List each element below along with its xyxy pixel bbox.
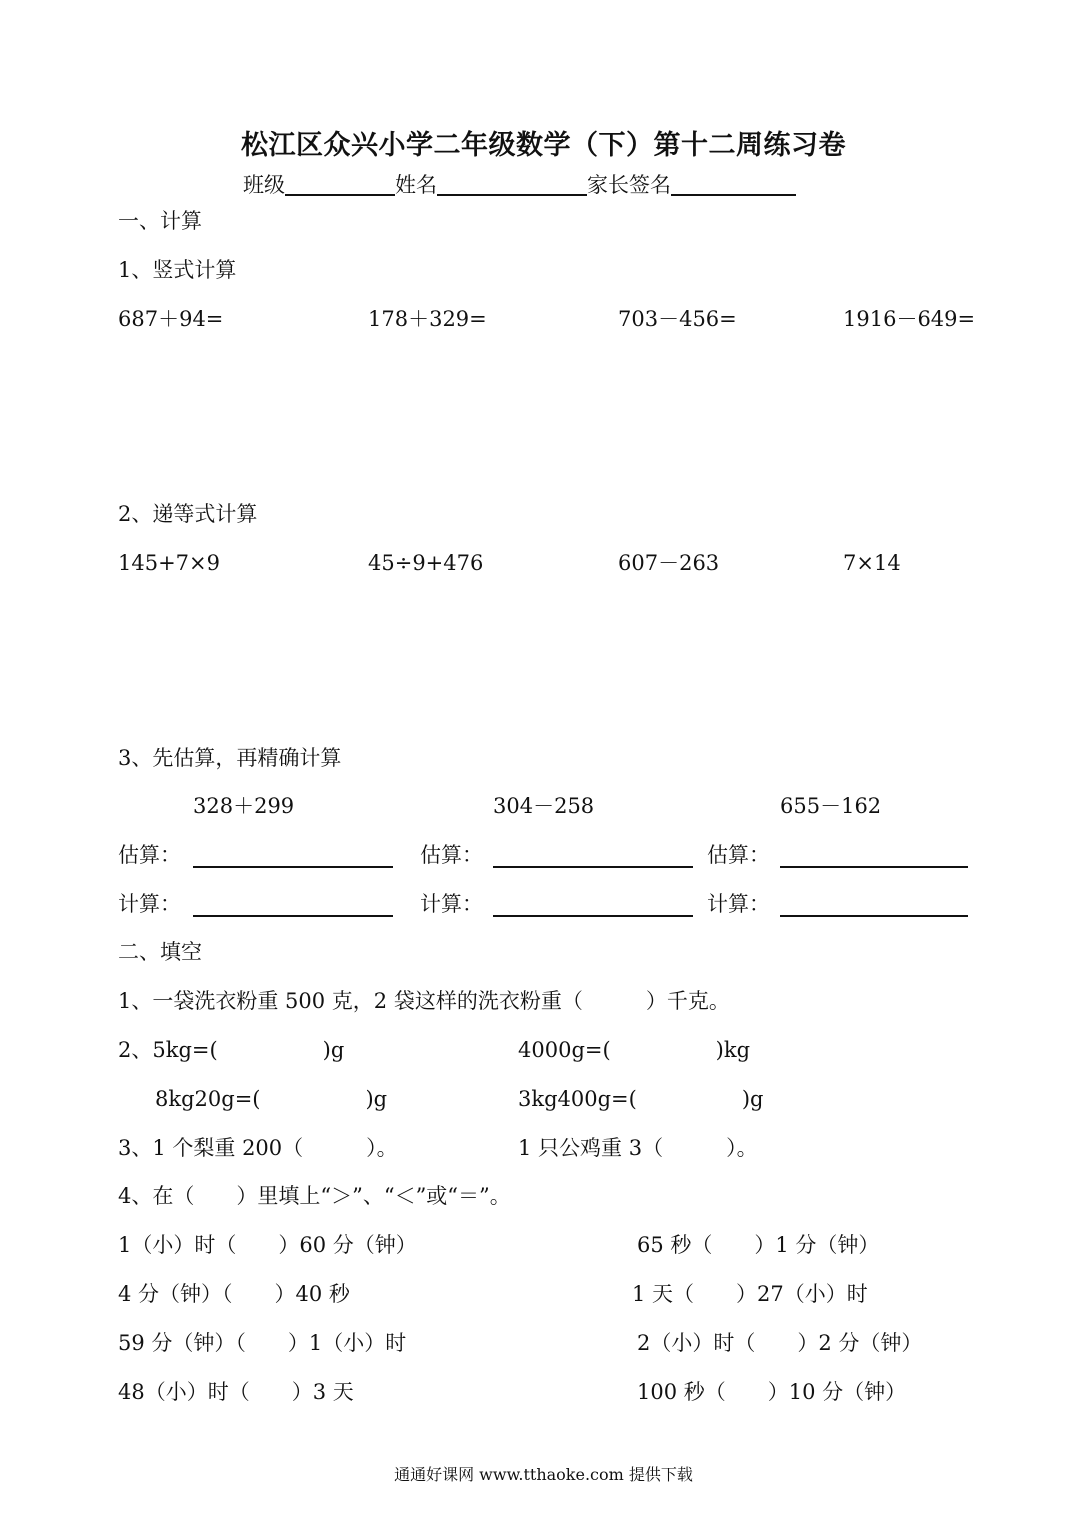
name-blank[interactable]	[437, 172, 587, 196]
vertical-calc-item: 1916－649=	[843, 307, 976, 331]
section1-q3-label: 3、先估算，再精确计算	[118, 746, 342, 770]
page-footer: 通通好课网 www.tthaoke.com 提供下载	[394, 1465, 693, 1484]
section2-q2-item: 3kg400g=( )g	[518, 1087, 764, 1111]
compare-item: 1（小）时（ ）60 分（钟）	[118, 1233, 417, 1257]
estimate-label: 估算：	[118, 843, 181, 867]
step-calc-item: 145+7×9	[118, 551, 220, 575]
vertical-calc-item: 703－456=	[618, 307, 737, 331]
compare-item: 4 分（钟）（ ）40 秒	[118, 1282, 350, 1306]
compute-label: 计算：	[118, 892, 181, 916]
compute-blank[interactable]	[780, 915, 968, 917]
step-calc-item: 7×14	[843, 551, 901, 575]
vertical-calc-item: 178＋329=	[368, 307, 487, 331]
compute-blank[interactable]	[193, 915, 393, 917]
name-label: 姓名	[395, 173, 437, 197]
vertical-calc-item: 687＋94=	[118, 307, 224, 331]
section2-q1: 1、一袋洗衣粉重 500 克，2 袋这样的洗衣粉重（ ）千克。	[118, 989, 730, 1013]
estimate-label: 估算：	[420, 843, 483, 867]
estimate-blank[interactable]	[493, 866, 693, 868]
section1-heading: 一、计算	[118, 209, 202, 233]
estimate-expression: 304－258	[493, 794, 595, 818]
estimate-blank[interactable]	[780, 866, 968, 868]
compare-item: 48（小）时（ ）3 天	[118, 1380, 354, 1404]
class-label: 班级	[243, 173, 285, 197]
class-blank[interactable]	[285, 172, 395, 196]
parent-signature-label: 家长签名	[587, 173, 671, 197]
estimate-blank[interactable]	[193, 866, 393, 868]
estimate-label: 估算：	[707, 843, 770, 867]
estimate-expression: 328＋299	[193, 794, 295, 818]
compute-label: 计算：	[420, 892, 483, 916]
compare-item: 65 秒（ ）1 分（钟）	[637, 1233, 880, 1257]
section2-q2-item: 2、5kg=( )g	[118, 1038, 345, 1062]
step-calc-item: 45÷9+476	[368, 551, 484, 575]
header-fields	[243, 172, 796, 196]
parent-signature-blank[interactable]	[671, 172, 796, 196]
page-title: 松江区众兴小学二年级数学（下）第十二周练习卷	[241, 130, 846, 161]
section2-q3-right: 1 只公鸡重 3（ ）。	[518, 1136, 758, 1160]
compare-item: 1 天（ ）27（小）时	[632, 1282, 868, 1306]
section2-q2-item: 4000g=( )kg	[518, 1038, 751, 1062]
compute-label: 计算：	[707, 892, 770, 916]
section2-q2-item: 8kg20g=( )g	[155, 1087, 388, 1111]
section2-heading: 二、填空	[118, 940, 202, 964]
section1-q2-label: 2、递等式计算	[118, 502, 258, 526]
compare-item: 59 分（钟）（ ）1（小）时	[118, 1331, 407, 1355]
compare-item: 100 秒（ ）10 分（钟）	[637, 1380, 907, 1404]
compare-item: 2（小）时（ ）2 分（钟）	[637, 1331, 923, 1355]
estimate-expression: 655－162	[780, 794, 882, 818]
section2-q4-label: 4、在（ ）里填上“＞”、“＜”或“＝”。	[118, 1184, 511, 1208]
section1-q1-label: 1、竖式计算	[118, 258, 237, 282]
step-calc-item: 607－263	[618, 551, 720, 575]
section2-q3-left: 3、1 个梨重 200（ ）。	[118, 1136, 398, 1160]
compute-blank[interactable]	[493, 915, 693, 917]
